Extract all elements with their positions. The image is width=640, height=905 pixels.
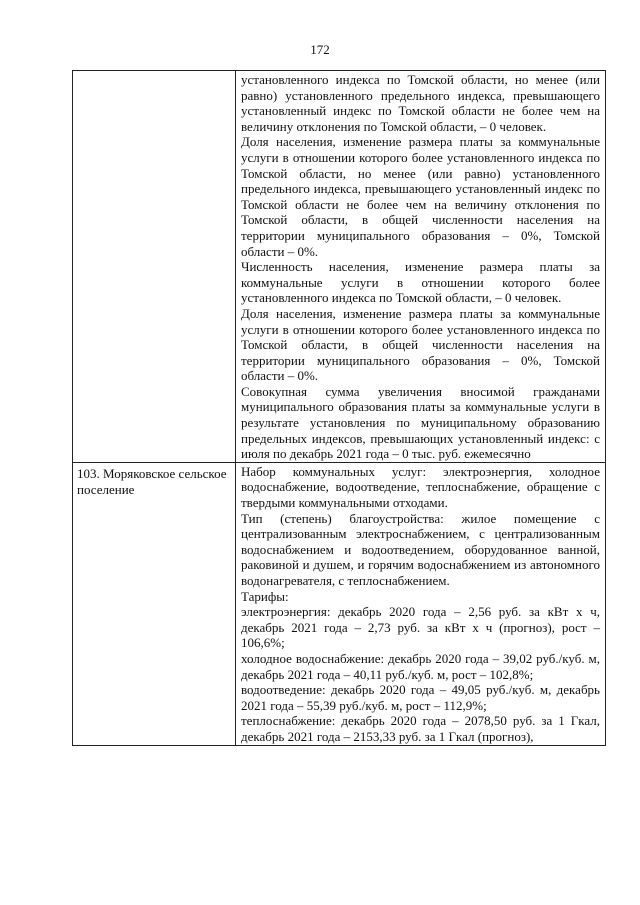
paragraph: теплоснабжение: декабрь 2020 года – 2078,50 руб. за 1 Гкал, декабрь 2021 года – 2153,33 руб. за 1 Гкал (прогноз), bbox=[241, 713, 600, 744]
paragraph: Численность населения, изменение размера платы за коммунальные услуги в отношении которого более установленного индекса по Томской области, – 0 человек. bbox=[241, 259, 600, 306]
description-cell bbox=[236, 71, 606, 463]
municipality-cell bbox=[73, 71, 236, 463]
paragraph: электроэнергия: декабрь 2020 года – 2,56 руб. за кВт х ч, декабрь 2021 года – 2,73 руб. за кВт х ч (прогноз), рост – 106,6%; bbox=[241, 604, 600, 651]
description-cell bbox=[236, 462, 606, 745]
paragraph: Тарифы: bbox=[241, 588, 289, 604]
municipality-name bbox=[73, 71, 235, 74]
paragraph: Доля населения, изменение размера платы за коммунальные услуги в отношении которого более установленного индекса по Томской области, но менее (или равно) установленного предельного индекса, превышающего установленный индекс по Томской области не более чем на величину отклонения по Томской области, в общей численности населения на территории муниципального образования – 0%, Томской области – 0%. bbox=[241, 134, 600, 259]
paragraph: Совокупная сумма увеличения вносимой гражданами муниципального образования платы за коммунальные услуги в результате установления по муниципальному образованию предельных индексов, превышающих установленный индекс: с июля по декабрь 2021 года – 0 тыс. руб. ежемесячно bbox=[241, 383, 600, 462]
paragraph: установленного индекса по Томской области, но менее (или равно) установленного предельного индекса, превышающего установленный индекс по Томской области не более чем на величину отклонения по Томской области, – 0 человек. bbox=[241, 72, 600, 134]
municipality-name: 103. Моряковское сельское поселение bbox=[77, 465, 227, 497]
paragraph: Доля населения, изменение размера платы за коммунальные услуги в отношении которого более установленного индекса по Томской области, в общей численности населения на территории муниципального образования – 0%, Томской области – 0%. bbox=[241, 305, 600, 384]
municipality-cell bbox=[73, 462, 236, 745]
paragraph: водоотведение: декабрь 2020 года – 49,05 руб./куб. м, декабрь 2021 года – 55,39 руб./куб. м, рост – 112,9%; bbox=[241, 682, 600, 713]
table-row bbox=[73, 462, 606, 745]
page-number: 172 bbox=[310, 42, 330, 57]
document-table bbox=[72, 70, 606, 746]
paragraph: холодное водоснабжение: декабрь 2020 года – 39,02 руб./куб. м, декабрь 2021 года – 40,11 руб./куб. м, рост – 102,8%; bbox=[241, 650, 600, 682]
table-row bbox=[73, 71, 606, 463]
paragraph: Набор коммунальных услуг: электроэнергия, холодное водоснабжение, водоотведение, теплоснабжение, обращение с твердыми коммунальными отходами. bbox=[241, 463, 600, 511]
paragraph: Тип (степень) благоустройства: жилое помещение с централизованным электроснабжением, с централизованным водоснабжением и водоотведением, оборудованное ванной, раковиной и душем, и горячим водоснабжением из автономного водонагревателя, с теплоснабжением. bbox=[241, 510, 600, 588]
